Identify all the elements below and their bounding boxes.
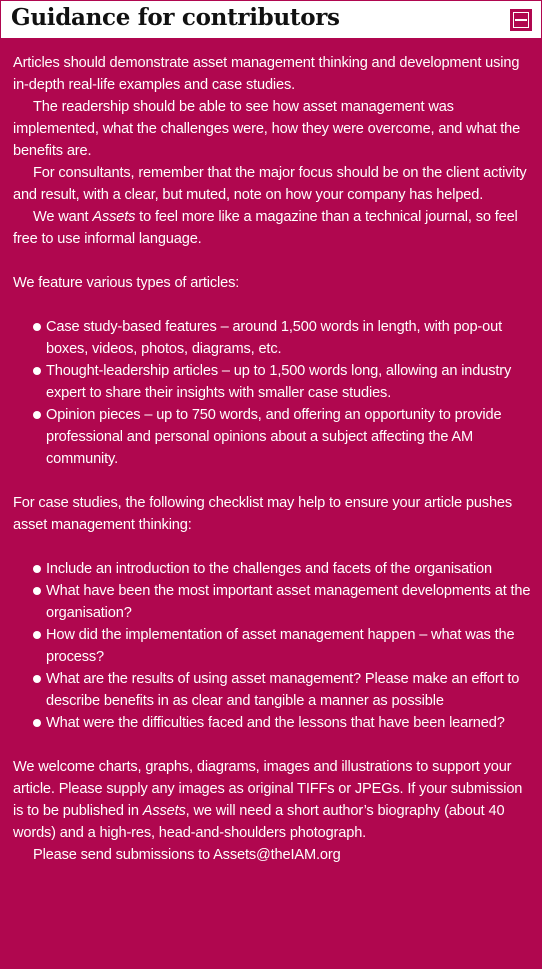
intro-paragraph-2: The readership should be able to see how asset management was implemented, what the challenges were, how they were overcome, and what the benefits are. [13, 99, 521, 159]
collapse-button[interactable] [510, 9, 532, 31]
bullet-icon [33, 675, 41, 683]
intro-paragraph-4 [13, 206, 533, 250]
list-item: Opinion pieces – up to 750 words, and offering an opportunity to provide professional and personal opinions about a subject affecting the AM community. [33, 404, 533, 470]
intro-p4-end: to feel more like a magazine than a technical journal, so feel free to use informal language. [13, 209, 518, 247]
closing-paragraph-1: We welcome charts, graphs, diagrams, images and illustrations to support your article. Please supply any images as original TIFFs or JPEGs. If your submission is to be published in Assets, we will need a short author’s biography (about 40 words) and a high-res, head-and-shoulders photograph. [13, 759, 523, 841]
list-item: How did the implementation of asset management happen – what was the process? [33, 624, 533, 668]
submission-contact: Please send submissions to Assets@theIAM.org [33, 847, 341, 863]
minus-icon [515, 19, 527, 21]
list-item: What are the results of using asset management? Please make an effort to describe benefits in as clear and tangible a manner as possible [33, 668, 533, 712]
article-types-list [13, 316, 533, 470]
panel-header [1, 1, 541, 39]
checklist-lead: For case studies, the following checklist may help to ensure your article pushes asset management thinking: [13, 495, 513, 533]
bullet-icon [33, 719, 41, 727]
bullet-icon [33, 323, 41, 331]
list-item: Include an introduction to the challenges and facets of the organisation [33, 558, 533, 580]
bullet-icon [33, 631, 41, 639]
publication-name: Assets [142, 803, 186, 819]
bullet-icon [33, 411, 41, 419]
intro-p4-start: We want [33, 209, 93, 225]
intro-paragraph-1: Articles should demonstrate asset management thinking and development using in-depth real-life examples and case studies. [13, 55, 520, 93]
list-item: What were the difficulties faced and the lessons that have been learned? [33, 712, 533, 734]
list-item: Thought-leadership articles – up to 1,500 words long, allowing an industry expert to share their insights with smaller case studies. [33, 360, 533, 404]
bullet-icon [33, 565, 41, 573]
bullet-icon [33, 587, 41, 595]
list-item: Case study-based features – around 1,500 words in length, with pop-out boxes, videos, photos, diagrams, etc. [33, 316, 533, 360]
publication-name: Assets [92, 209, 136, 225]
guidance-content [1, 38, 541, 968]
list-item: What have been the most important asset management developments at the organisation? [33, 580, 533, 624]
checklist-list [13, 558, 533, 734]
intro-paragraph-3: For consultants, remember that the major focus should be on the client activity and result, with a clear, but muted, note on how your company has helped. [13, 165, 527, 203]
bullet-icon [33, 367, 41, 375]
page-title: Guidance for contributors [11, 4, 340, 31]
article-types-lead: We feature various types of articles: [13, 275, 240, 291]
